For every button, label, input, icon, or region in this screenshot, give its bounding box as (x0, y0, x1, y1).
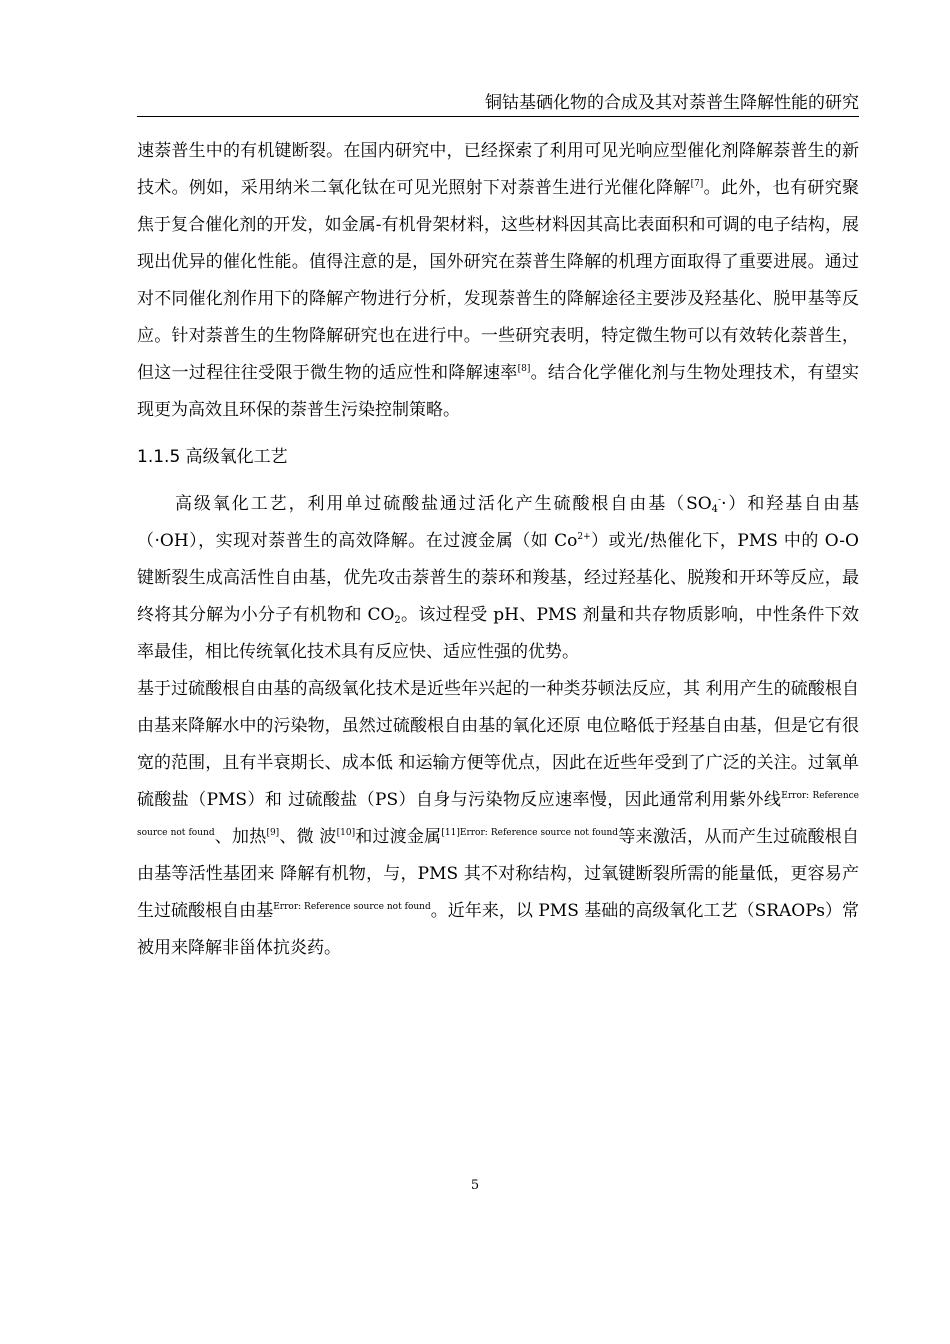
text-run: 。近年来，以 PMS 基础的高级氧化工艺（SRAOPs）常被用来降解非甾体抗炎药。 (137, 901, 859, 958)
paragraph-aop-intro (137, 486, 859, 671)
header-divider (137, 116, 859, 117)
citation: [8] (517, 364, 531, 374)
paragraph-continued (137, 133, 859, 429)
citation: [10] (336, 828, 356, 838)
text-run: 、微 波 (279, 827, 337, 847)
text-run: ）或光/热催化下，PMS 中的 O-O 键断裂生成高活性自由基，优先攻击萘普生的萘环和羧基，经过羟基化、脱羧和开环等反应，最终将其分解为小分子有机物和 CO (137, 531, 859, 625)
text-run: 等来激活，从而产生过硫酸根自由基等活性基团来 降解有机物，与，PMS 其不对称结构，过氧键断裂所需的能量低，更容易产生过硫酸根自由基 (137, 827, 860, 921)
paragraph-sulfate-radical (137, 671, 859, 967)
text-run: 高级氧化工艺，利用单过硫酸盐通过活化产生硫酸根自由基（SO (175, 494, 712, 514)
subscript: 2 (394, 615, 401, 626)
page-body (137, 133, 859, 967)
text-run: 。此外，也有研究聚焦于复合催化剂的开发，如金属-有机骨架材料，这些材料因其高比表面积和可调的电子结构，展现出优异的催化性能。值得注意的是，国外研究在萘普生降解的机理方面取得了重要进展。通过对不同催化剂作用下的降解产物进行分析，发现萘普生的降解途径主要涉及羟基化、脱甲基等反应。针对萘普生的生物降解研究也在进行中。一些研究表明，特定微生物可以有效转化萘普生，但这一过程往往受限于微生物的适应性和降解速率 (137, 178, 860, 383)
citation: [11] (441, 828, 460, 838)
running-header: 铜钴基硒化物的合成及其对萘普生降解性能的研究 (485, 93, 859, 113)
reference-error: Error: Reference source not found (137, 791, 860, 838)
text-run: 。该过程受 pH、PMS 剂量和共存物质影响，中性条件下效率最佳，相比传统氧化技术具有反应快、适应性强的优势。 (137, 605, 859, 662)
text-run: 速萘普生中的有机键断裂。在国内研究中，已经探索了利用可见光响应型催化剂降解萘普生的新技术。例如，采用纳米二氧化钛在可见光照射下对萘普生进行光催化降解 (137, 141, 859, 198)
superscript: 2+ (577, 532, 591, 542)
page-number: 5 (470, 1178, 480, 1193)
text-run: ·）和羟基自由基（·OH），实现对萘普生的高效降解。在过渡金属（如 Co (137, 494, 859, 551)
subscript: 4 (711, 504, 719, 515)
superscript: - (718, 495, 722, 505)
reference-error: Error: Reference source not found (459, 828, 619, 838)
citation: [9] (266, 828, 280, 838)
text-run: 基于过硫酸根自由基的高级氧化技术是近些年兴起的一种类芬顿法反应，其 利用产生的硫酸根自由基来降解水中的污染物，虽然过硫酸根自由基的氧化还原 电位略低于羟基自由基，但是它有很宽的范围，且有半衰期长、成本低 和运输方便等优点，因此在近些年受到了广泛的关注。过氧单硫酸盐（PMS）和 过硫酸盐（PS）自身与污染物反应速率慢，因此通常利用紫外线 (137, 679, 859, 810)
text-run: 。结合化学催化剂与生物处理技术，有望实现更为高效且环保的萘普生污染控制策略。 (137, 363, 860, 420)
reference-error: Error: Reference source not found (273, 902, 431, 912)
text-run: 、加热 (214, 827, 267, 847)
text-run: 和过渡金属 (355, 827, 442, 847)
citation: [7] (690, 179, 704, 189)
section-heading: 1.1.5 高级氧化工艺 (137, 447, 288, 467)
